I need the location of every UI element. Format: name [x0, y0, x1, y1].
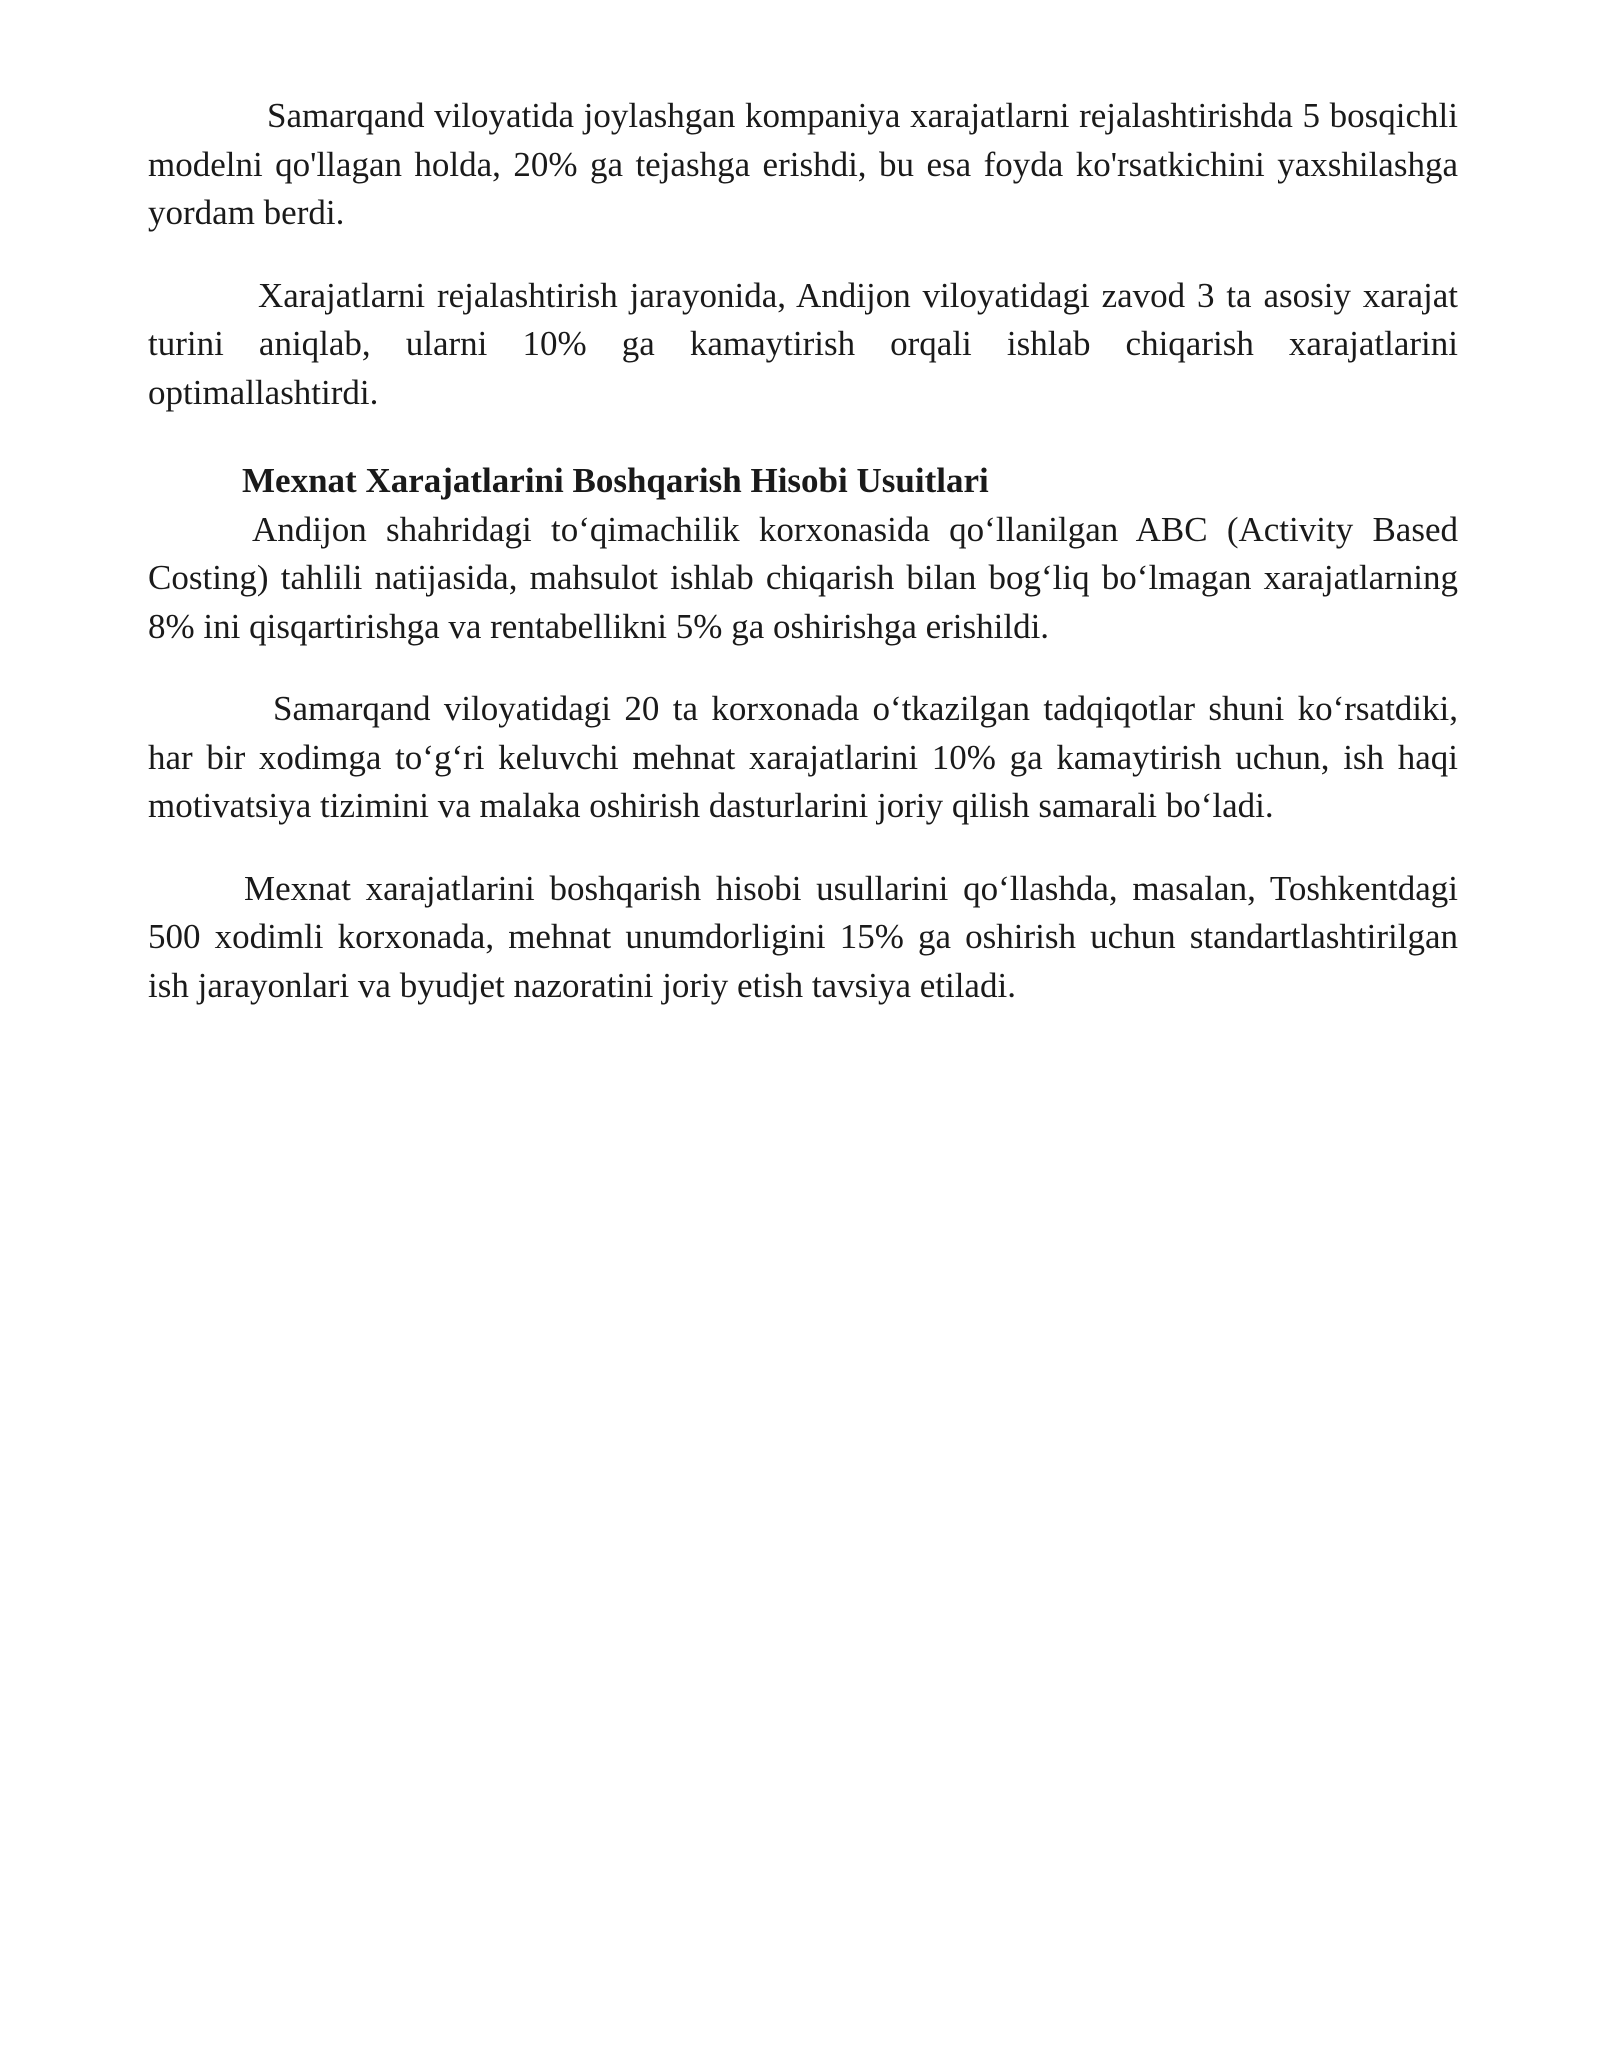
paragraph-toshkent-recommendation: Mexnat xarajatlarini boshqarish hisobi usullarini qo‘llashda, masalan, Toshkentdagi 500 xodimli korxonada, mehnat unumdorligini 15% ga oshirish uchun standartlashtirilgan ish jarayonlari va byudjet nazoratini joriy etish tavsiya etiladi. [148, 868, 1458, 1005]
document-body [148, 92, 1458, 1010]
section-heading: Mexnat Xarajatlarini Boshqarish Hisobi Usuitlari [242, 461, 989, 500]
paragraph-andijon-factory: Xarajatlarni rejalashtirish jarayonida, Andijon viloyatidagi zavod 3 ta asosiy xarajat turini aniqlab, ularni 10% ga kamaytirish orqali ishlab chiqarish xarajatlarini optimallashtirdi. [148, 275, 1458, 412]
paragraph-abc-costing: Andijon shahridagi to‘qimachilik korxonasida qo‘llanilgan ABC (Activity Based Costing) tahlili natijasida, mahsulot ishlab chiqarish bilan bog‘liq bo‘lmagan xarajatlarning 8% ini qisqartirishga va rentabellikni 5% ga oshirishga erishildi. [148, 509, 1458, 646]
paragraph-samarqand-planning: Samarqand viloyatida joylashgan kompaniya xarajatlarni rejalashtirishda 5 bosqichli modelni qo'llagan holda, 20% ga tejashga erishdi, bu esa foyda ko'rsatkichini yaxshilashga yordam berdi. [148, 96, 1458, 232]
paragraph-samarqand-research: Samarqand viloyatidagi 20 ta korxonada o‘tkazilgan tadqiqotlar shuni ko‘rsatdiki, har bir xodimga to‘g‘ri keluvchi mehnat xarajatlarini 10% ga kamaytirish uchun, ish haqi motivatsiya tizimini va malaka oshirish dasturlarini joriy qilish samarali bo‘ladi. [148, 689, 1458, 825]
